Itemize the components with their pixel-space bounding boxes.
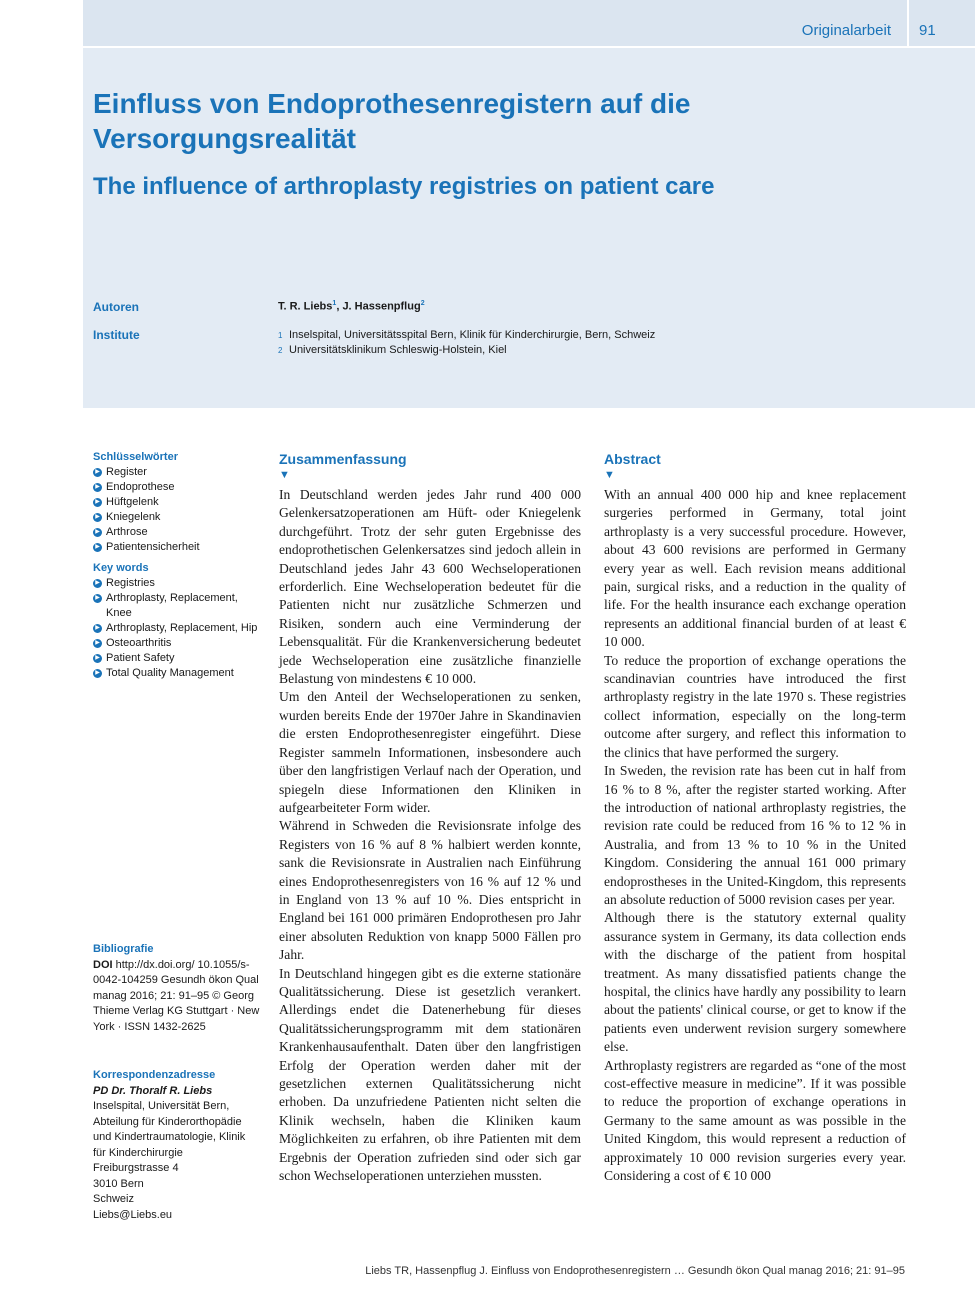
institute-item xyxy=(278,328,655,343)
page-number-box xyxy=(907,0,975,46)
section-label: Originalarbeit xyxy=(801,22,891,39)
arrow-bullet-icon: ▶ xyxy=(93,468,102,477)
keyword-item xyxy=(93,510,263,525)
institute-item xyxy=(278,343,655,358)
keyword-item xyxy=(93,591,263,621)
zusammenfassung-heading: Zusammenfassung xyxy=(279,451,407,467)
paragraph: Während in Schweden die Revisionsrate infolge des Registers von 16 % auf 8 % halbiert werden konnte, sank die Revisionsrate in Australien nach Einführung eines Endoprothesenregisters von 16 % auf 12 % und in England von 13 % auf 10 %. Dies entspricht in England bei 161 000 primären Endoprothesen pro Jahr einer absoluten Reduktion von knapp 5000 Fällen pro Jahr. xyxy=(279,818,581,963)
correspondence-line: Schweiz xyxy=(93,1193,134,1205)
arrow-bullet-icon: ▶ xyxy=(93,543,102,552)
keyword-item xyxy=(93,495,263,510)
keyword-text: Patient Safety xyxy=(106,652,175,664)
bibliography-block xyxy=(93,942,263,1035)
correspondence-line: Freiburgstrasse 4 xyxy=(93,1162,179,1174)
correspondence-line: Abteilung für Kinderorthopädie xyxy=(93,1115,242,1128)
author-1-affiliation: 1 xyxy=(332,300,337,307)
correspondence-line: Inselspital, Universität Bern, xyxy=(93,1100,230,1112)
arrow-bullet-icon: ▶ xyxy=(93,579,102,588)
page-number: 91 xyxy=(919,22,936,39)
arrow-bullet-icon: ▶ xyxy=(93,483,102,492)
bibliography-details: http://dx.doi.org/ 10.1055/s-0042-104259 Gesundh ökon Qual manag 2016; 21: 91–95 © Georg Thieme Verlag KG Stuttgart · New York · ISSN 1432-2625 xyxy=(93,958,260,1033)
keywords-en-heading: Key words xyxy=(93,562,149,574)
keyword-item xyxy=(93,666,263,681)
keyword-text: Osteoarthritis xyxy=(106,637,172,649)
triangle-down-icon: ▼ xyxy=(604,469,615,481)
keyword-item xyxy=(93,525,263,540)
abstract-column xyxy=(604,450,906,1185)
keyword-item xyxy=(93,651,263,666)
keywords-de-list xyxy=(93,465,263,555)
institute-number: 2 xyxy=(278,346,283,355)
paragraph: In Sweden, the revision rate has been cut in half from 16 % to 8 %, after the register started working. After the introduction of national arthroplasty registries, the revision rate could be reduced from 16 % to 12 % in Australia, and from 13 % to 10 % in the United Kingdom. Considering the annual 161 000 primary endoprostheses in the United-Kingdom, this represents an absolute reduction of 5000 revision cases per year. xyxy=(604,763,906,907)
title-english: The influence of arthroplasty registries on patient care xyxy=(93,173,715,200)
correspondence-line: 3010 Bern xyxy=(93,1177,144,1190)
institutes-list xyxy=(278,328,655,358)
paragraph: Although there is the statutory external quality assurance system in Germany, its data collection ends with the discharge of the patient from hospital treatment. As many dissatisfied patients change the hospital, the clinics have hardly any possibility to learn about the patients' clinical course, or get to know if the patients even underwent revision surgery somewhere else. xyxy=(604,910,906,1055)
keywords-en-list xyxy=(93,576,263,681)
correspondence-email: Liebs@Liebs.eu xyxy=(93,1208,173,1221)
keywords-de-heading: Schlüsselwörter xyxy=(93,451,178,463)
keyword-item xyxy=(93,621,263,636)
keyword-item xyxy=(93,480,263,495)
triangle-down-icon: ▼ xyxy=(279,469,290,481)
institute-number: 1 xyxy=(278,331,283,340)
arrow-bullet-icon: ▶ xyxy=(93,594,102,603)
keyword-item xyxy=(93,540,263,555)
keyword-text: Hüftgelenk xyxy=(106,496,159,508)
keyword-text: Kniegelenk xyxy=(106,511,161,523)
authors-label: Autoren xyxy=(93,300,139,314)
keyword-text: Register xyxy=(106,466,147,478)
keyword-item xyxy=(93,465,263,480)
keyword-text: Arthroplasty, Replacement, Hip xyxy=(106,622,258,634)
keyword-item xyxy=(93,636,263,651)
zusammenfassung-text xyxy=(279,486,581,1185)
correspondence-heading: Korrespondenzadresse xyxy=(93,1069,216,1081)
paragraph: To reduce the proportion of exchange operations the scandinavian countries have introduced the first arthroplasty registry in the late 1970 s. These registries collect information, especially on the long-term outcome after surgery, and reflect this information to the clinics that have performed the surgery. xyxy=(604,652,906,760)
paragraph: In Deutschland hingegen gibt es die externe stationäre Qualitätssicherung. Diese ist gesetzlich verankert. Allerdings endet die Datenerhebung für dieses Qualitätssicherungsprogramm mit dem stationären Krankenhausaufenthalt. Daten über den langfristigen Erfolg der Operation werden daher mit der gesetzlichen externen Qualitätssicherung nicht erhoben. Da unzufriedene Patienten nicht selten die Klinik wechseln, haben die Kliniken kaum Möglichkeiten zu erfahren, ob ihre Patienten mit dem Ergebnis der Operation zufrieden sind oder sich gar schon Wechseloperationen unterziehen mussten. xyxy=(279,965,581,1184)
bibliography-text xyxy=(93,958,263,1036)
arrow-bullet-icon: ▶ xyxy=(93,624,102,633)
arrow-bullet-icon: ▶ xyxy=(93,639,102,648)
arrow-bullet-icon: ▶ xyxy=(93,528,102,537)
arrow-bullet-icon: ▶ xyxy=(93,669,102,678)
correspondence-line: für Kinderchirurgie xyxy=(93,1146,183,1159)
institute-text: Universitätsklinikum Schleswig-Holstein, Kiel xyxy=(289,344,507,356)
title-german: Einfluss von Endoprothesenregistern auf die Versorgungsrealität xyxy=(93,88,691,154)
paragraph: With an annual 400 000 hip and knee replacement surgeries performed in Germany, total joint arthroplasty is a very successful procedure. However, about 43 600 revisions are performed in Germany every year as well. Each revision means additional pain, surgical risks, and a reduction in the quality of life. For the health insurance each exchange operation represents an additional financial burden of at least € 10 000. xyxy=(604,487,906,650)
arrow-bullet-icon: ▶ xyxy=(93,513,102,522)
keyword-text: Arthroplasty, Replacement, Knee xyxy=(106,592,238,619)
keyword-text: Registries xyxy=(106,577,155,589)
keyword-text: Arthrose xyxy=(106,526,148,538)
author-1: T. R. Liebs xyxy=(278,300,333,313)
paragraph: In Deutschland werden jedes Jahr rund 400 000 Gelenkersatzoperationen am Hüft- oder Kniegelenk durchgeführt. Trotz der sehr guten Ergebnisse des endoprothetischen Gelenkersatzes sind jedoch allein in Deutschland jedes Jahr 43 600 Wechseloperationen erforderlich. Eine Wechseloperation bedeutet für die Patienten nicht nur zusätzliche Schmerzen und Risiken, sondern auch eine Verminderung der Lebensqualität. Für die Krankenversicherung bedeutet jede Wechseloperation eine zusätzliche finanzielle Belastung von mindestens € 10 000. xyxy=(279,487,581,687)
keyword-item xyxy=(93,576,263,591)
zusammenfassung-column xyxy=(279,450,581,1185)
institutes-label: Institute xyxy=(93,328,140,342)
bibliography-heading: Bibliografie xyxy=(93,943,154,955)
arrow-bullet-icon: ▶ xyxy=(93,498,102,507)
page-footer: Liebs TR, Hassenpflug J. Einfluss von Endoprothesenregistern … Gesundh ökon Qual manag 2016; 21: 91–95 xyxy=(365,1265,905,1277)
author-2: J. Hassenpflug xyxy=(342,300,421,313)
keyword-text: Patientensicherheit xyxy=(106,541,200,553)
authors xyxy=(278,300,425,313)
author-separator: , xyxy=(336,300,343,313)
doi-label: DOI xyxy=(93,958,113,971)
paragraph: Um den Anteil der Wechseloperationen zu senken, wurden bereits Ende der 1970er Jahre in Skandinavien die ersten Endoprothesenregister eingeführt. Diese Register sammeln Informationen, insbesondere auch über den langfristigen Verlauf nach der Operation, und spiegeln diese Informationen den Kliniken in aufgearbeiteter Form wider. xyxy=(279,689,581,815)
arrow-bullet-icon: ▶ xyxy=(93,654,102,663)
running-header xyxy=(83,0,975,48)
abstract-heading: Abstract xyxy=(604,451,661,467)
abstract-text xyxy=(604,486,906,1185)
author-2-affiliation: 2 xyxy=(420,300,425,307)
paragraph: Arthroplasty registrers are regarded as “one of the most cost-effective measure in medicine”. If it was possible to reduce the proportion of exchange operations in Germany to the same amount as was possible in the United Kingdom, this would represent a reduction of approximately 10 000 revision surgeries every year. Considering a cost of € 10 000 xyxy=(604,1057,906,1184)
correspondence-block xyxy=(93,1068,263,1223)
keyword-text: Total Quality Management xyxy=(106,667,234,679)
correspondence-name: PD Dr. Thoralf R. Liebs xyxy=(93,1084,213,1097)
correspondence-line: und Kindertraumatologie, Klinik xyxy=(93,1131,246,1143)
keyword-text: Endoprothese xyxy=(106,481,175,493)
institute-text: Inselspital, Universitätsspital Bern, Klinik für Kinderchirurgie, Bern, Schweiz xyxy=(289,329,656,341)
keywords-sidebar xyxy=(93,450,263,687)
